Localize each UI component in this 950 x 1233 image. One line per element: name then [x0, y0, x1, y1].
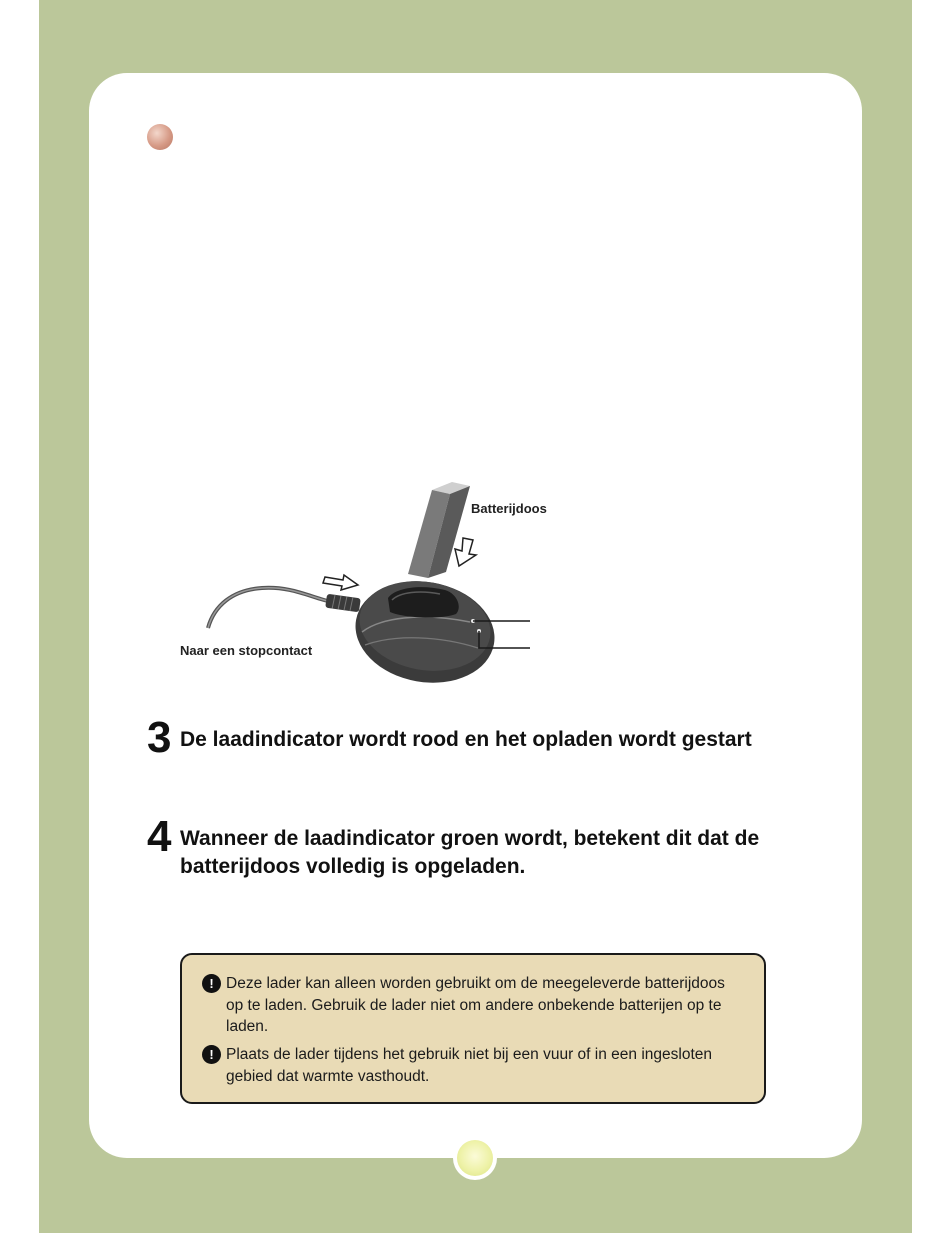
warning-note-box	[180, 953, 766, 1104]
warning-text: Deze lader kan alleen worden gebruikt om de meegeleverde batterijdoos op te laden. Gebruik de lader niet om andere onbekende batterijen op te laden.	[226, 975, 725, 1035]
warning-text: Plaats de lader tijdens het gebruik niet bij een vuur of in een ingesloten gebied dat warmte vasthoudt.	[226, 1046, 712, 1085]
page-marker	[453, 1136, 497, 1180]
outlet-label: Naar een stopcontact	[180, 643, 313, 658]
step-number: 4	[147, 812, 171, 861]
warning-icon: !	[202, 1045, 221, 1064]
cable-plug	[325, 594, 361, 613]
insert-arrow-icon	[455, 538, 476, 566]
plug-arrow-icon	[323, 575, 358, 590]
warning-icon: !	[202, 974, 221, 993]
step-number: 3	[147, 713, 171, 762]
charger-cable	[208, 588, 332, 628]
section-bullet-icon	[147, 124, 173, 150]
battery-label: Batterijdoos	[471, 501, 547, 516]
page-marker-icon	[457, 1140, 493, 1176]
step-text: Wanneer de laadindicator groen wordt, betekent dit dat de batterijdoos volledig is opgeladen.	[180, 827, 760, 878]
step-text: De laadindicator wordt rood en het opladen wordt gestart	[180, 728, 752, 751]
